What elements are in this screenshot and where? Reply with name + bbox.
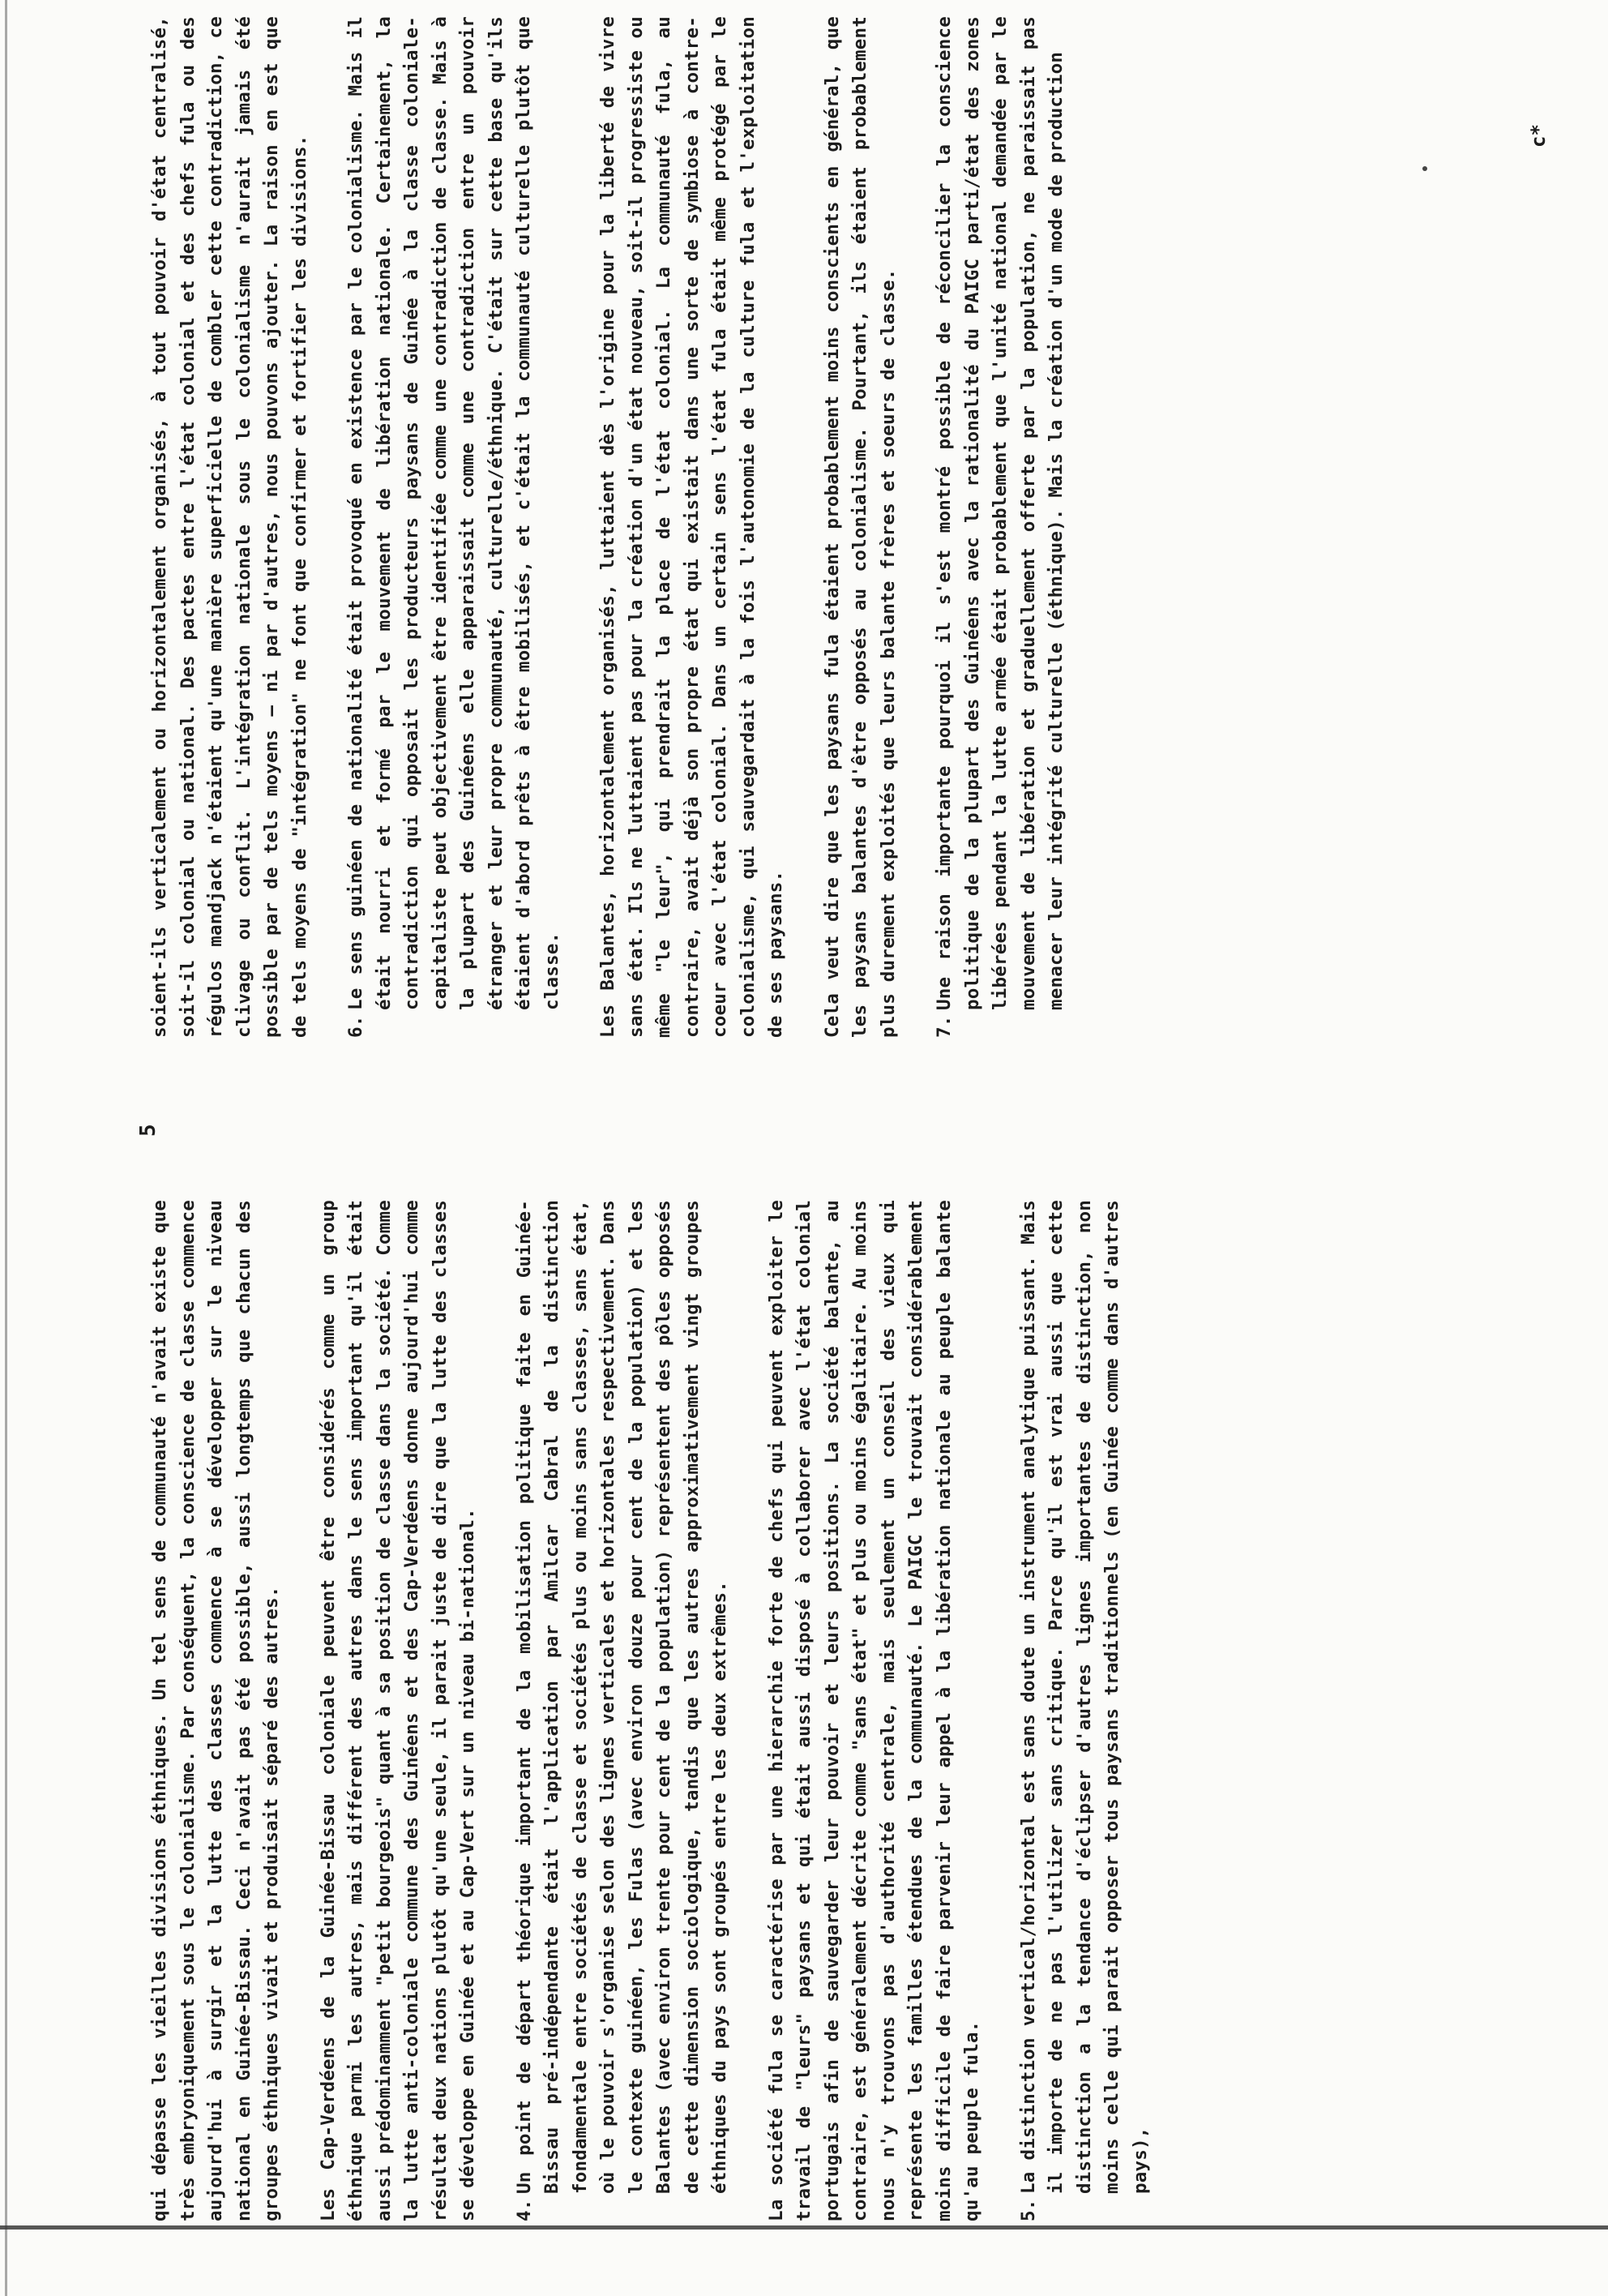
paragraph-text: Un point de départ théorique important de la mobilisation politique faite en Guinée-Bissau pré-indépendante était l'application par Amilcar Cabral de la distinction fondamentale entre sociétés de classe et sociétés plus ou moins sans classes, sans état, où le pouvoir s'organise selon des lignes verticales et horizontales respectivement. Dans le contexte guinéen, les Fulas (avec environ douze pour cent de la population) et les Balantes (avec environ trente pour cent de la population) représentent des pôles opposés de cette dimension sociologique, tandis que les autres approximativement vingt groupes éthniques du pays sont groupés entre les deux extrêmes. xyxy=(513,1200,730,2194)
numbered-paragraph-7 xyxy=(930,16,1071,1038)
paragraph-text: Une raison importante pourquoi il s'est montré possible de réconcilier la conscience politique de la plupart des Guinéens avec la rationalité du PAIGC parti/état des zones libérées pendant la lutte armée était probablement que l'unité national demandée par le mouvement de libération et graduellement offerte par la population, ne paraissait pas menacer leur intégrité culturelle (éthnique). Mais la création d'un mode de production xyxy=(934,16,1067,1010)
left-column xyxy=(146,1200,1182,2221)
paragraph-text: Le sens guinéen de nationalité était provoqué en existence par le colonialisme. Mais il était nourri et formé par le mouvement de libération nationale. Certainement, la contradiction qui opposait les producteurs paysans de Guinée à la classe coloniale-capitaliste peut objectivement être identifiée comme une contradiction de classe. Mais à la plupart des Guinéens elle apparaissait comme une contradiction entre un pouvoir étranger et leur propre communauté, culturelle/éthnique. C'était sur cette base qu'ils étaient d'abord prêts à être mobilisés, et c'était la communauté culturelle plutôt que classe. xyxy=(345,16,562,1010)
paragraph-number: 5. xyxy=(1017,2199,1039,2221)
paragraph-number: 4. xyxy=(513,2199,535,2221)
numbered-paragraph-6 xyxy=(342,16,566,1038)
paragraph-number: 6. xyxy=(345,1015,366,1038)
page-number: 5 xyxy=(136,1124,160,1137)
paragraph-right-4: Cela veut dire que les paysans fula étaient probablement moins conscients en général, que les paysans balantes d'être opposés au colonialisme. Pourtant, ils étaient probablement plus durement exploités que leurs balante frères et soeurs de classe. xyxy=(821,16,899,1038)
paragraph-left-2: Les Cap-Verdéens de la Guinée-Bissau coloniale peuvent être considérés comme un group éthnique parmi les autres, mais différent des autres dans le sens important qu'il était aussi prédominamment "petit bourgeois" quant à sa position de classe dans la société. Comme la lutte anti-coloniale commune des Guinéens et des Cap-Verdéens donne aujourd'hui comme résultat deux nations plutôt qu'une seule, il parait juste de dire que la lutte des classes se développe en Guinée et au Cap-Vert sur un niveau bi-national. xyxy=(317,1200,478,2221)
corner-mark: c* xyxy=(1527,124,1550,148)
paragraph-right-3: Les Balantes, horizontalement organisés, luttaient dès l'origine pour la liberté de vivre sans état. Ils ne luttaient pas pour la création d'un état nouveau, soit-il progressiste ou même "le leur", qui prendrait la place de l'état colonial. La communauté fula, au contraire, avait déjà son propre état qui existait dans une sorte de symbiose à contre-coeur avec l'état colonial. Dans un certain sens l'état fula était même protégé par le colonialisme, qui sauvegardait à la fois l'autonomie de la culture fula et l'exploitation de ses paysans. xyxy=(597,16,786,1038)
paragraph-left-4: La société fula se caractérise par une hierarchie forte de chefs qui peuvent exploiter le travail de "leurs" paysans et qui était aussi disposé à collaborer avec l'état colonial portugais afin de sauvegarder leur pouvoir et leurs positions. La société balante, au contraire, est généralement décrite comme "sans état" et plus ou moins égalitaire. Au moins nous n'y trouvons pas d'authorité centrale, mais seulement un conseil des vieux qui représente les familles étendues de la communauté. Le PAIGC le trouvait considérablement moins difficile de faire parvenir leur appel à la libération nationale au peuple balante qu'au peuple fula. xyxy=(765,1200,982,2221)
numbered-paragraph-5 xyxy=(1015,1200,1155,2221)
paragraph-right-1: soient-ils verticalement ou horizontalement organisés, à tout pouvoir d'état centralisé, soit-il colonial ou national. Des pactes entre l'état colonial et des chefs fula ou des régulos mandjack n'étaient qu'une manière superficielle de combler cette contradiction, ce clivage ou conflit. L'intégration nationale sous le colonialisme n'aurait jamais été possible par de tels moyens — ni par d'autres, nous pouvons ajouter. La raison en est que de tels moyens de "intégration" ne font que confirmer et fortifier les divisions. xyxy=(149,16,310,1038)
paragraph-text: La distinction vertical/horizontal est sans doute un instrument analytique puissant. Mais il importe de ne pas l'utilizer sans critique. Parce qu'il est vrai aussi que cette distinction a la tendance d'éclipser d'autres lignes importantes de distinction, non moins celle qui parait opposer tous paysans traditionnels (en Guinée comme dans d'autres pays), xyxy=(1017,1200,1151,2194)
numbered-paragraph-4 xyxy=(511,1200,734,2221)
paragraph-left-1: qui dépasse les vieilles divisions éthniques. Un tel sens de communauté n'avait existe que très embryoniquement sous le colonialisme. Par conséquent, la conscience de classe commence aujourd'hui à surgir et la lutte des classes commence à se développer sur le niveau national en Guinée-Bissau. Ceci n'avait pas été possible, aussi longtemps que chacun des groupes éthniques vivait et produisait séparé des autres. xyxy=(149,1200,282,2221)
paragraph-number: 7. xyxy=(934,1015,955,1038)
right-column xyxy=(146,16,1099,1038)
